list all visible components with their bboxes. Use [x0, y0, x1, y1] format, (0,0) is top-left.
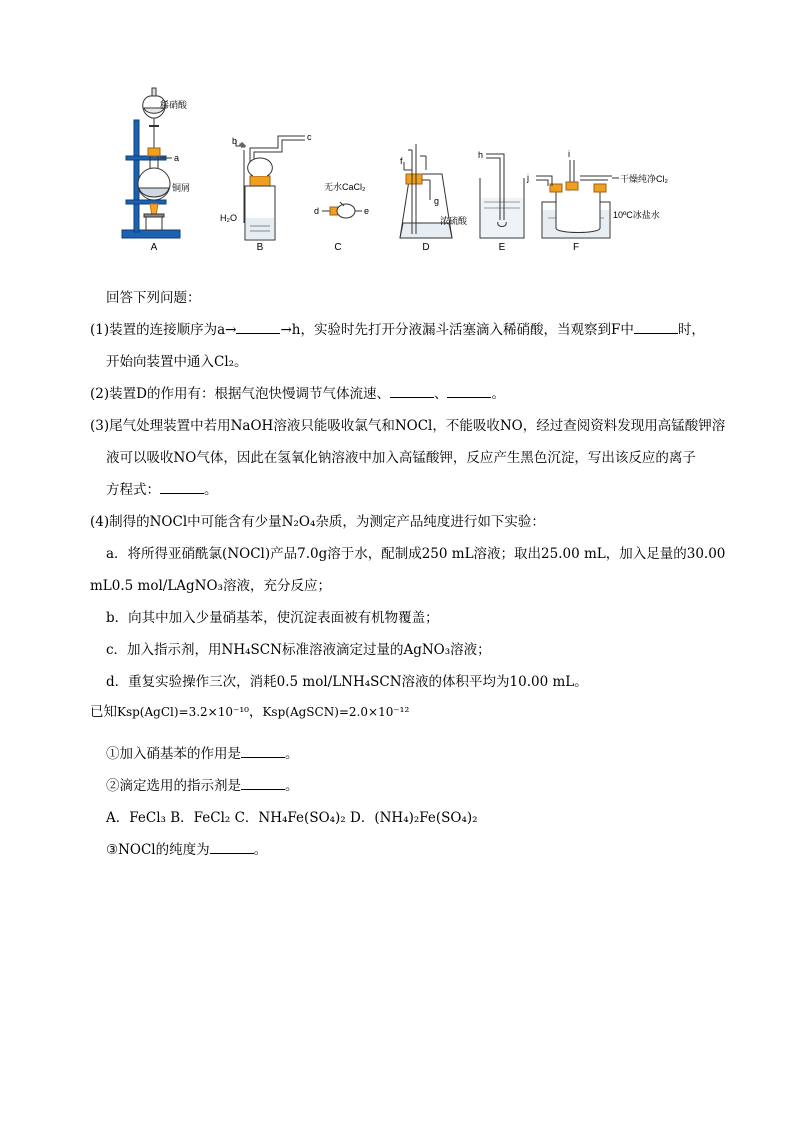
question-1: [90, 318, 705, 338]
caption-c: C: [334, 242, 342, 253]
label-icebath: 10ºC冰盐水: [613, 210, 660, 220]
label-i: i: [568, 149, 570, 159]
label-d: d: [314, 206, 320, 216]
label-b: b: [232, 136, 238, 146]
caption-f: F: [572, 242, 580, 253]
q4-step-b: b．向其中加入少量硝基苯，使沉淀表面被有机物覆盖；: [106, 610, 439, 626]
q4-options: A．FeCl₃ B．FeCl₂ C．NH₄Fe(SO₄)₂ D．(NH₄)₂Fe(SO₄)₂: [106, 810, 478, 826]
q4-line-1: (4)制得的NOCl中可能含有少量N₂O₄杂质，为测定产品纯度进行如下实验：: [90, 514, 545, 530]
q3-text: 方程式：: [106, 482, 160, 498]
q3-end: 。: [204, 482, 218, 498]
caption-a: A: [150, 242, 158, 253]
q1-line-2: 开始向装置中通入Cl₂。: [106, 354, 248, 370]
label-g: g: [434, 196, 440, 206]
label-a: a: [174, 153, 180, 163]
caption-b: B: [256, 242, 264, 253]
label-h2o: H₂O: [220, 213, 237, 223]
apparatus-c: [322, 202, 362, 218]
label-c: c: [307, 132, 312, 142]
label-cu: 铜屑: [172, 183, 191, 193]
q2-blank-2[interactable]: [447, 384, 491, 399]
q1-text-1: (1)装置的连接顺序为a→: [90, 322, 237, 338]
known-prefix: 已知: [90, 704, 117, 720]
apparatus-b: [236, 136, 305, 240]
q2-end: 。: [491, 386, 505, 402]
sub2-end: 。: [285, 778, 299, 794]
ksp-agscn: Ksp(AgSCN)=2.0×10⁻¹²: [262, 705, 410, 719]
label-h2so4: 浓硫酸: [440, 216, 468, 226]
q2-text: (2)装置D的作用有：根据气泡快慢调节气体流速、: [90, 386, 390, 402]
apparatus-f: [536, 160, 612, 238]
q1-blank-1[interactable]: [236, 320, 280, 335]
sub1-blank[interactable]: [241, 744, 285, 759]
q4-sub-3: [106, 838, 267, 858]
apparatus-a: [122, 88, 180, 238]
q4-step-a-2: mL0.5 mol/LAgNO₃溶液，充分反应；: [90, 578, 331, 594]
q4-step-c: c．加入指示剂，用NH₄SCN标准溶液滴定过量的AgNO₃溶液；: [106, 642, 491, 658]
ksp-agcl: Ksp(AgCl)=3.2×10⁻¹⁰: [117, 705, 249, 719]
label-h: h: [478, 150, 484, 160]
label-cl2: 干燥纯净Cl₂: [620, 174, 668, 184]
label-j: j: [527, 173, 529, 183]
caption-d: D: [422, 242, 430, 253]
q3-line-3: [106, 478, 218, 498]
sub2-text: ②滴定选用的指示剂是: [106, 778, 241, 794]
label-cacl2: 无水CaCl₂: [324, 182, 366, 192]
question-2: [90, 382, 505, 402]
q3-line-2: 液可以吸收NO气体，因此在氢氧化钠溶液中加入高锰酸钾，反应产生黑色沉淀，写出该反应的离子: [106, 450, 696, 466]
q4-step-d: d．重复实验操作三次，消耗0.5 mol/LNH₄SCN溶液的体积平均为10.00 mL。: [106, 674, 588, 690]
label-acid: 稀硝酸: [160, 100, 188, 110]
sub1-end: 。: [285, 746, 299, 762]
q2-sep: 、: [433, 386, 448, 402]
q4-known: [90, 700, 409, 720]
sub1-text: ①加入硝基苯的作用是: [106, 746, 241, 762]
q1-text-3: 时，: [677, 322, 705, 338]
label-f: f: [400, 156, 403, 166]
q3-line-1: (3)尾气处理装置中若用NaOH溶液只能吸收氯气和NOCl，不能吸收NO，经过查阅资料发现用高锰酸钾溶: [90, 418, 726, 434]
sub3-end: 。: [253, 842, 268, 858]
sub2-blank[interactable]: [241, 776, 285, 791]
q4-sub-1: [106, 742, 299, 762]
q1-blank-2[interactable]: [634, 320, 678, 335]
known-comma: ，: [248, 704, 263, 720]
caption-e: E: [498, 242, 506, 253]
label-e: e: [364, 206, 370, 216]
intro: 回答下列问题：: [106, 290, 201, 306]
q3-blank[interactable]: [160, 480, 204, 495]
q4-sub-2: [106, 774, 299, 794]
q2-blank-1[interactable]: [390, 384, 434, 399]
q1-text-2: →h，实验时先打开分液漏斗活塞滴入稀硝酸，当观察到F中: [280, 322, 634, 338]
apparatus-figure: [100, 78, 700, 263]
q4-step-a-1: a．将所得亚硝酰氯(NOCl)产品7.0g溶于水，配制成250 mL溶液；取出25.00 mL，加入足量的30.00: [106, 546, 726, 562]
apparatus-e: [480, 154, 524, 238]
sub3-blank[interactable]: [210, 840, 254, 855]
sub3-text: ③NOCl的纯度为: [106, 842, 210, 858]
